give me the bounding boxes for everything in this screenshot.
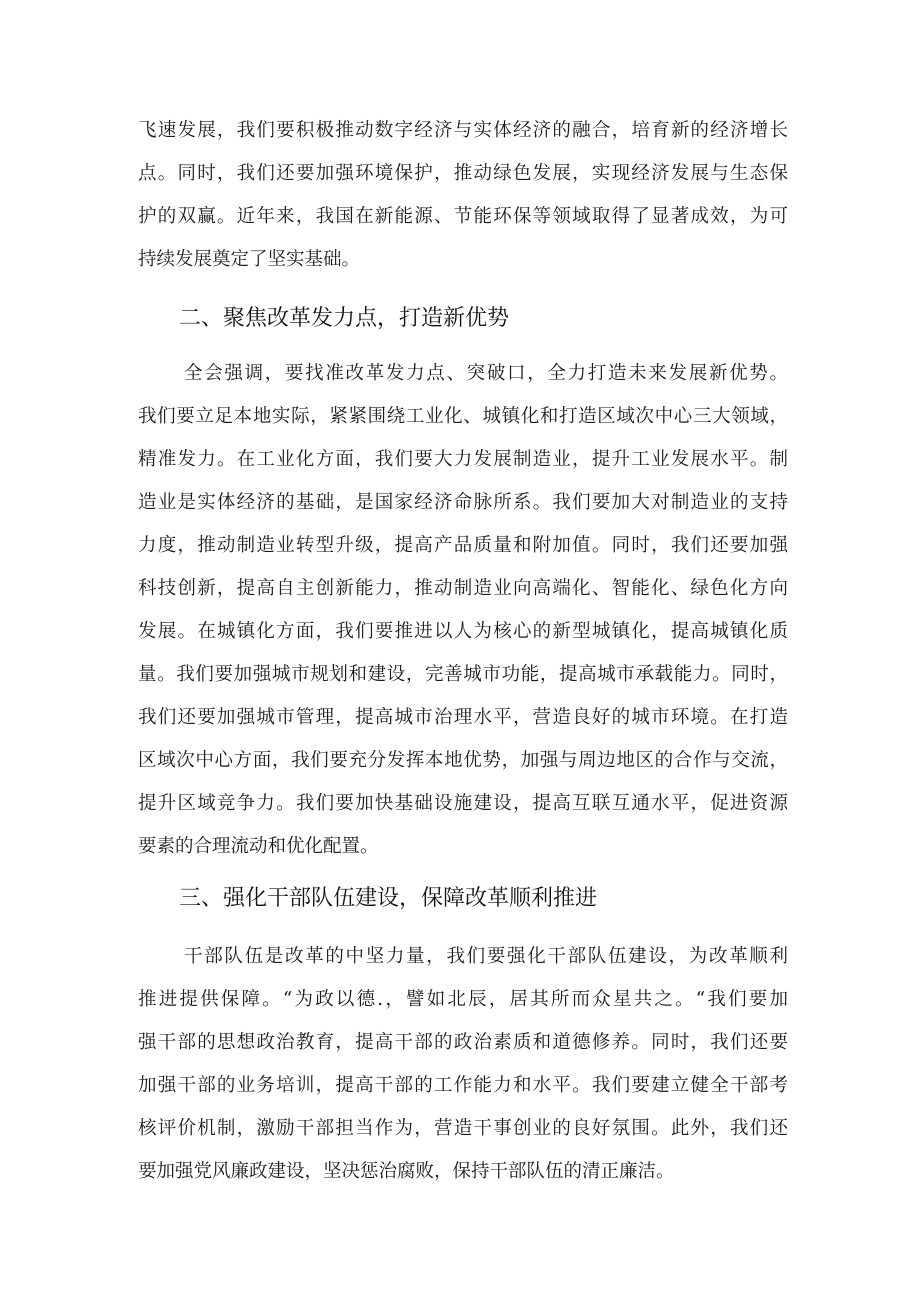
- section-3-line-3: 强干部的思想政治教育，提高干部的政治素质和道德修养。同时，我们还要: [138, 1032, 788, 1053]
- section-3-line-6: 要加强党风廉政建设，坚决惩治腐败，保持干部队伍的清正廉洁。: [138, 1161, 675, 1182]
- paragraph-1-line-3: 护的双赢。近年来，我国在新能源、节能环保等领域取得了显著成效，为可: [138, 206, 788, 227]
- section-2-line-6: 科技创新，提高自主创新能力，推动制造业向高端化、智能化、绿色化方向: [138, 578, 788, 599]
- section-2-line-10: 区域次中心方面，我们要充分发挥本地优势，加强与周边地区的合作与交流，: [138, 750, 788, 771]
- section-heading-3: 三、强化干部队伍建设，保障改革顺利推进: [179, 886, 598, 911]
- section-3-line-2: 推进提供保障。“为政以德.，譬如北辰，居其所而众星共之。“我们要加: [138, 989, 788, 1010]
- section-2-line-9: 我们还要加强城市管理，提高城市治理水平，营造良好的城市环境。在打造: [138, 707, 788, 728]
- paragraph-1-line-1: 飞速发展，我们要积极推动数字经济与实体经济的融合，培育新的经济增长: [138, 120, 788, 141]
- section-3-line-5: 核评价机制，激励干部担当作为，营造干事创业的良好氛围。此外，我们还: [138, 1118, 788, 1139]
- section-2-line-1: 全会强调，要找准改革发力点、突破口，全力打造未来发展新优势。: [184, 363, 788, 384]
- paragraph-1-line-4: 持续发展奠定了坚实基础。: [138, 249, 361, 270]
- section-2-line-12: 要素的合理流动和优化配置。: [138, 836, 379, 857]
- section-2-line-5: 力度，推动制造业转型升级，提高产品质量和附加值。同时，我们还要加强: [138, 535, 788, 556]
- paragraph-1-line-2: 点。同时，我们还要加强环境保护，推动绿色发展，实现经济发展与生态保: [138, 163, 788, 184]
- section-2-line-2: 我们要立足本地实际，紧紧围绕工业化、城镇化和打造区域次中心三大领域，: [138, 406, 788, 427]
- section-2-line-7: 发展。在城镇化方面，我们要推进以人为核心的新型城镇化，提高城镇化质: [138, 621, 788, 642]
- section-3-line-1: 干部队伍是改革的中坚力量，我们要强化干部队伍建设，为改革顺利: [184, 946, 788, 967]
- section-2-line-11: 提升区域竞争力。我们要加快基础设施建设，提高互联互通水平，促进资源: [138, 793, 788, 814]
- section-3-line-4: 加强干部的业务培训，提高干部的工作能力和水平。我们要建立健全干部考: [138, 1075, 788, 1096]
- section-2-line-8: 量。我们要加强城市规划和建设，完善城市功能，提高城市承载能力。同时，: [138, 664, 788, 685]
- section-heading-2: 二、聚焦改革发力点，打造新优势: [179, 306, 510, 331]
- section-2-line-4: 造业是实体经济的基础，是国家经济命脉所系。我们要加大对制造业的支持: [138, 492, 788, 513]
- section-2-line-3: 精准发力。在工业化方面，我们要大力发展制造业，提升工业发展水平。制: [138, 449, 788, 470]
